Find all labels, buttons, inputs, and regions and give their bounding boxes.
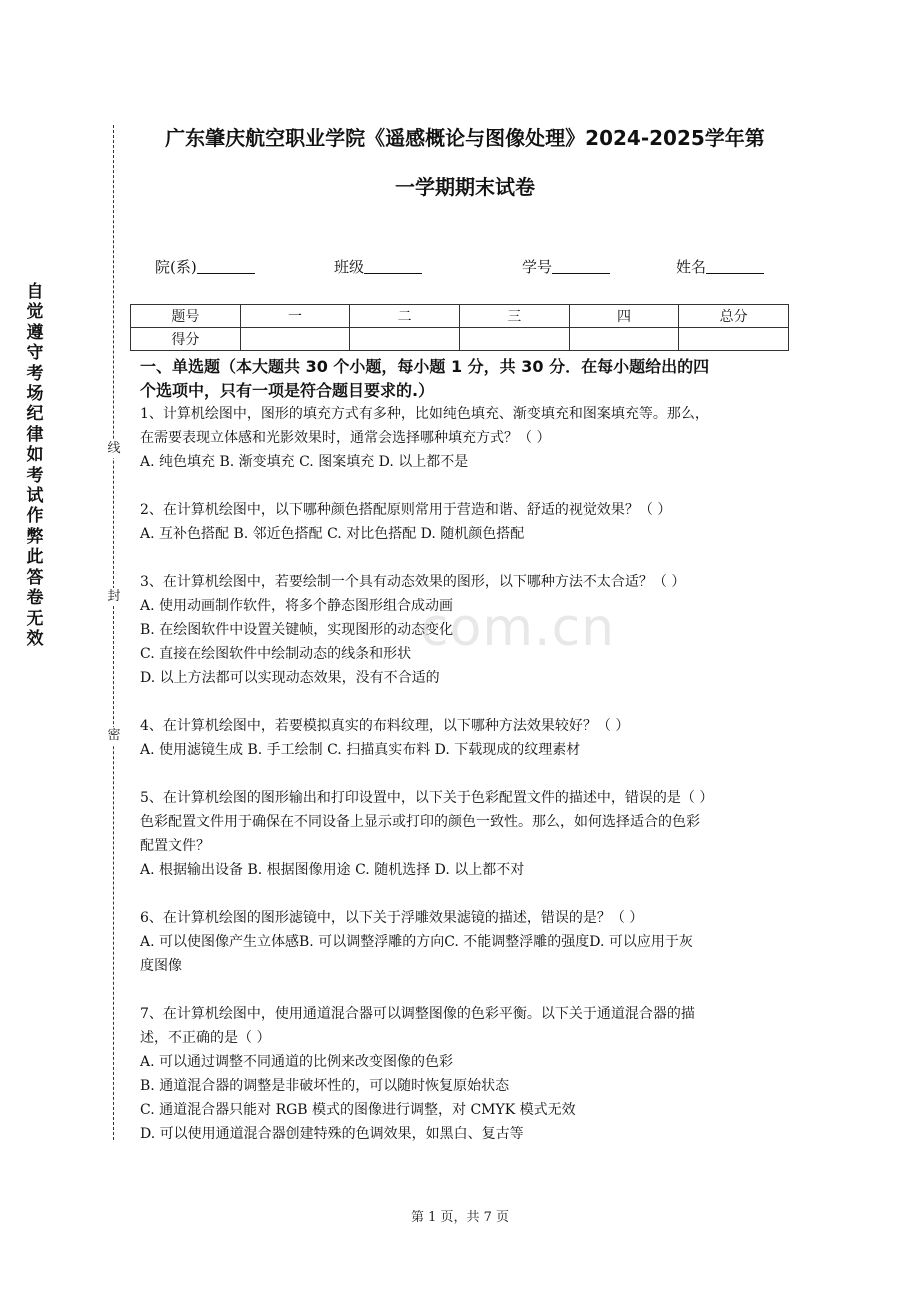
score-cell-4[interactable] xyxy=(569,328,679,351)
score-cell-total[interactable] xyxy=(679,328,789,351)
header-total: 总分 xyxy=(679,305,789,328)
department-blank[interactable] xyxy=(197,259,255,274)
info-field-department[interactable]: 院(系) xyxy=(155,256,255,277)
info-field-student-id[interactable]: 学号 xyxy=(522,256,610,277)
question-5: 5、在计算机绘图的图形输出和打印设置中，以下关于色彩配置文件的描述中，错误的是（ ） 色彩配置文件用于确保在不同设备上显示或打印的颜色一致性。那么，如何选择适合的色彩 配置文件？ A. 根据输出设备 B. 根据图像用途 C. 随机选择 D. 以上都不对 xyxy=(140,790,714,878)
exam-discipline-notice: 自觉遵守考场纪律如考试作弊此答卷无效 xyxy=(26,282,44,649)
watermark: com.cn xyxy=(420,598,616,658)
question-7: 7、在计算机绘图中，使用通道混合器可以调整图像的色彩平衡。以下关于通道混合器的描 述，不正确的是（ ） A. 可以通过调整不同通道的比例来改变图像的色彩 B. 通道混合器的调整是非破坏性的，可以随时恢复原始状态 C. 通道混合器只能对 RGB 模式的图像进行调整，对 CMYK 模式无效 D. 可以使用通道混合器创建特殊的色调效果，如黑白、复古等 xyxy=(140,1006,695,1142)
score-table-score-row xyxy=(131,328,789,351)
header-part-2: 二 xyxy=(350,305,460,328)
name-blank[interactable] xyxy=(706,259,764,274)
score-table xyxy=(130,304,789,351)
binding-mark-line: 线 xyxy=(104,440,124,458)
binding-mark-seal: 封 xyxy=(104,588,124,606)
student-id-blank[interactable] xyxy=(552,259,610,274)
header-part-4: 四 xyxy=(569,305,679,328)
header-part-1: 一 xyxy=(240,305,350,328)
header-question-no: 题号 xyxy=(131,305,241,328)
question-1: 1、计算机绘图中，图形的填充方式有多种，比如纯色填充、渐变填充和图案填充等。那么， 在需要表现立体感和光影效果时，通常会选择哪种填充方式？（ ） A. 纯色填充 B. 渐变填充 C. 图案填充 D. 以上都不是 xyxy=(140,406,709,470)
question-2: 2、在计算机绘图中，以下哪种颜色搭配原则常用于营造和谐、舒适的视觉效果？（ ） A. 互补色搭配 B. 邻近色搭配 C. 对比色搭配 D. 随机颜色搭配 xyxy=(140,502,672,542)
info-field-class[interactable]: 班级 xyxy=(334,256,422,277)
question-3: 3、在计算机绘图中，若要绘制一个具有动态效果的图形，以下哪种方法不太合适？（ ） A. 使用动画制作软件，将多个静态图形组合成动画 B. 在绘图软件中设置关键帧，实现图形的动态变化 C. 直接在绘图软件中绘制动态的线条和形状 D. 以上方法都可以实现动态效果，没有不合适的 xyxy=(140,574,686,686)
score-row-label: 得分 xyxy=(131,328,241,351)
info-field-name[interactable]: 姓名 xyxy=(676,256,764,277)
question-list xyxy=(140,402,792,1170)
score-table-header xyxy=(131,305,789,328)
score-cell-2[interactable] xyxy=(350,328,460,351)
question-6: 6、在计算机绘图的图形滤镜中，以下关于浮雕效果滤镜的描述，错误的是？（ ） A. 可以使图像产生立体感B. 可以调整浮雕的方向C. 不能调整浮雕的强度D. 可以应用于灰 度图像 xyxy=(140,910,693,974)
score-cell-1[interactable] xyxy=(240,328,350,351)
page-footer: 第 1 页，共 7 页 xyxy=(410,1210,510,1225)
binding-mark-secret: 密 xyxy=(104,727,124,745)
question-4: 4、在计算机绘图中，若要模拟真实的布料纹理，以下哪种方法效果较好？（ ） A. 使用滤镜生成 B. 手工绘制 C. 扫描真实布料 D. 下载现成的纹理素材 xyxy=(140,718,630,758)
exam-title-line2: 一学期期末试卷 xyxy=(395,175,535,199)
exam-title-line1: 广东肇庆航空职业学院《遥感概论与图像处理》2024-2025学年第 xyxy=(165,126,765,150)
section-heading: 一、单选题（本大题共 30 个小题，每小题 1 分，共 30 分．在每小题给出的四 个选项中，只有一项是符合题目要求的.） xyxy=(140,357,710,400)
header-part-3: 三 xyxy=(459,305,569,328)
class-blank[interactable] xyxy=(364,259,422,274)
binding-dashed-line xyxy=(113,125,114,1140)
score-cell-3[interactable] xyxy=(459,328,569,351)
